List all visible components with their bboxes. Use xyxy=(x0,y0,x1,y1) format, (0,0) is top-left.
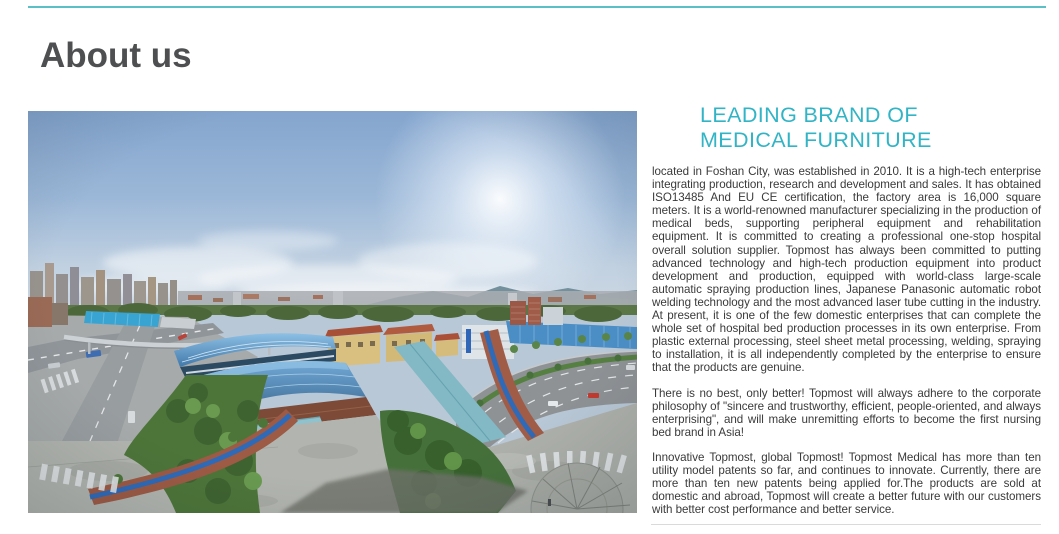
section-headline xyxy=(652,103,1041,152)
about-paragraph-3: Innovative Topmost, global Topmost! Topmost Medical has more than ten utility model patents so far, and continues to innovate. Currently, there are more than ten new patents being applied for.The products are sold at domestic and abroad, Topmost will create a better future with our customers with better cost performance and better service. xyxy=(652,450,1041,517)
factory-aerial-photo-graphic xyxy=(28,111,637,513)
bottom-divider-rule xyxy=(651,524,1041,525)
about-paragraph-1: located in Foshan City, was established in 2010. It is a high-tech enterprise integrating production, research and development and sales. It has obtained ISO13485 And EU CE certification, the factory area is 16,000 square meters. It is a world-renowned manufacturer specializing in the production of medical beds, supporting peripheral equipment and rehabilitation equipment. It is committed to creating a professional one-stop hospital overall solution supplier. Topmost has always been committed to putting advanced technology and high-tech production equipment into product development and production, equipped with world-class large-scale automatic spraying production lines, Japanese Panasonic automatic robot welding technology and the most advanced laser tube cutting in the industry. At present, it is one of the few domestic enterprises that can complete the whole set of hospital bed production processes in its own enterprise. From plastic external processing, steel sheet metal processing, welding, spraying to installation, it is all independently completed by the enterprise to ensure that the products are genuine. xyxy=(652,165,1041,375)
page-title: About us xyxy=(40,36,192,75)
about-paragraph-2: There is no best, only better! Topmost will always adhere to the corporate philosophy of "sincere and trustworthy, efficient, people-oriented, and always enterprising", and will make unremitting efforts to become the first nursing bed brand in Asia! xyxy=(652,386,1041,439)
about-text-column xyxy=(652,103,1041,528)
headline-line-1: LEADING BRAND OF xyxy=(700,103,918,127)
top-accent-rule xyxy=(28,6,1046,8)
headline-line-2: MEDICAL FURNITURE xyxy=(700,127,932,152)
factory-aerial-photo xyxy=(28,111,637,513)
